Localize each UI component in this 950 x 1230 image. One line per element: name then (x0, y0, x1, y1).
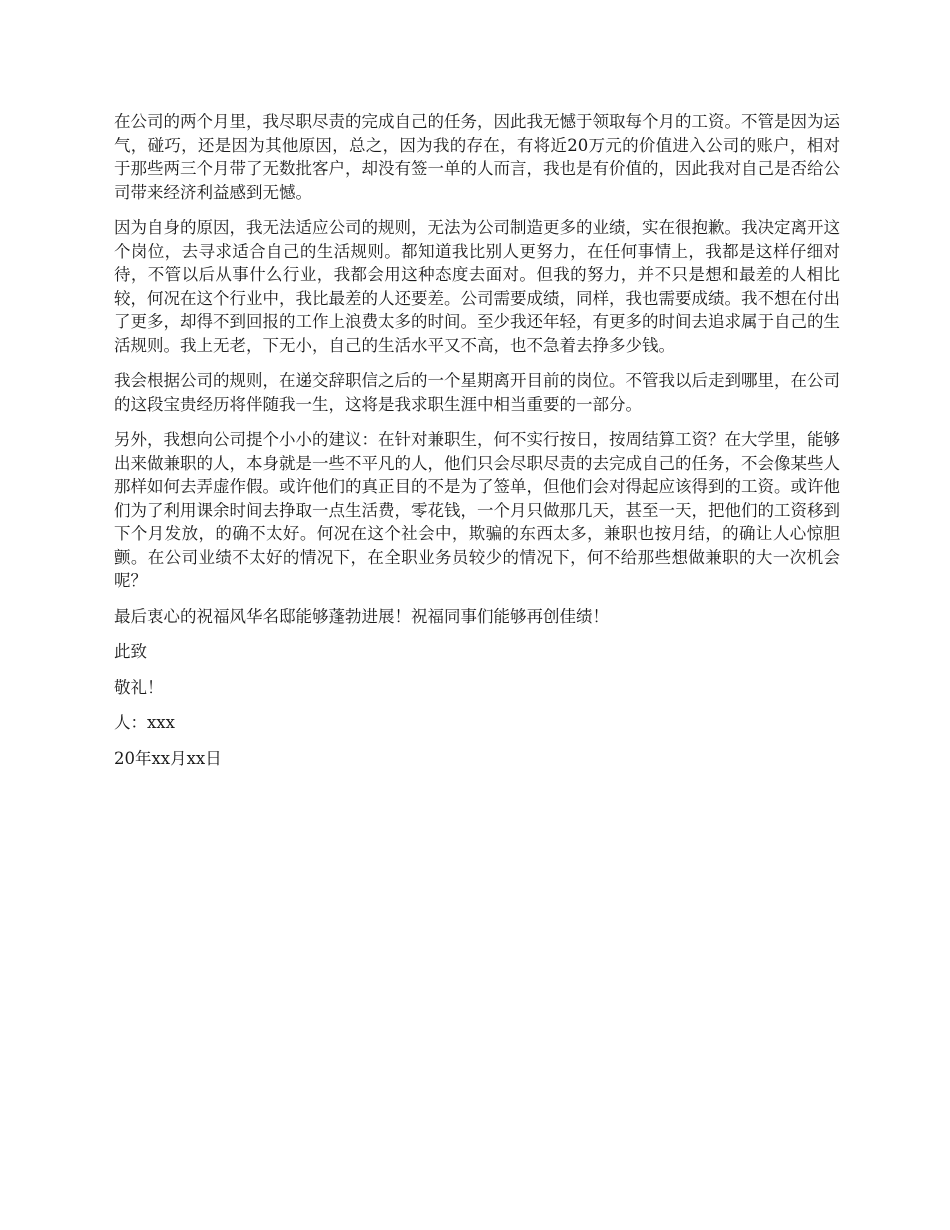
paragraph-resignation-reason: 因为自身的原因，我无法适应公司的规则，无法为公司制造更多的业绩，实在很抱歉。我决定离开这个岗位，去寻求适合自己的生活规则。都知道我比别人更努力，在任何事情上，我都是这样仔细对待，不管以后从事什么行业，我都会用这种态度去面对。但我的努力，并不只是想和最差的人相比较，何况在这个行业中，我比最差的人还要差。公司需要成绩，同样，我也需要成绩。我不想在付出了更多，却得不到回报的工作上浪费太多的时间。至少我还年轻，有更多的时间去追求属于自己的生活规则。我上无老，下无小，自己的生活水平又不高，也不急着去挣多少钱。 (114, 218, 840, 355)
salutation-text: 敬礼！ (114, 677, 164, 697)
paragraph-suggestion: 另外，我想向公司提个小小的建议：在针对兼职生，何不实行按日，按周结算工资？在大学里，能够出来做兼职的人，本身就是一些不平凡的人，他们只会尽职尽责的去完成自己的任务，不会像某些人那样如何去弄虚作假。或许他们的真正目的不是为了签单，但他们会对得起应该得到的工资。或许他们为了利用课余时间去挣取一点生活费，零花钱，一个月只做那几天，甚至一天，把他们的工资移到下个月发放，的确不太好。何况在这个社会中，欺骗的东西太多，兼职也按月结，的确让人心惊胆颤。在公司业绩不太好的情况下，在全职业务员较少的情况下，何不给那些想做兼职的大一次机会呢？ (114, 430, 840, 590)
paragraph-departure-plan: 我会根据公司的规则，在递交辞职信之后的一个星期离开目前的岗位。不管我以后走到哪里，在公司的这段宝贵经历将伴随我一生，这将是我求职生涯中相当重要的一部分。 (114, 371, 840, 414)
closing-text: 此致 (114, 642, 147, 661)
paragraph-blessing: 最后衷心的祝福风华名邸能够蓬勃进展！祝福同事们能够再创佳绩！ (114, 606, 609, 626)
letter-body (114, 110, 840, 782)
signature-text: 人：xxx (114, 713, 175, 732)
date-text: 20年xx月xx日 (114, 748, 222, 768)
paragraph-work-summary: 在公司的两个月里，我尽职尽责的完成自己的任务，因此我无憾于领取每个月的工资。不管是因为运气，碰巧，还是因为其他原因，总之，因为我的存在，有将近20万元的价值进入公司的账户，相对于那些两三个月带了无数批客户，却没有签一单的人而言，我也是有价值的，因此我对自己是否给公司带来经济利益感到无憾。 (114, 112, 840, 202)
